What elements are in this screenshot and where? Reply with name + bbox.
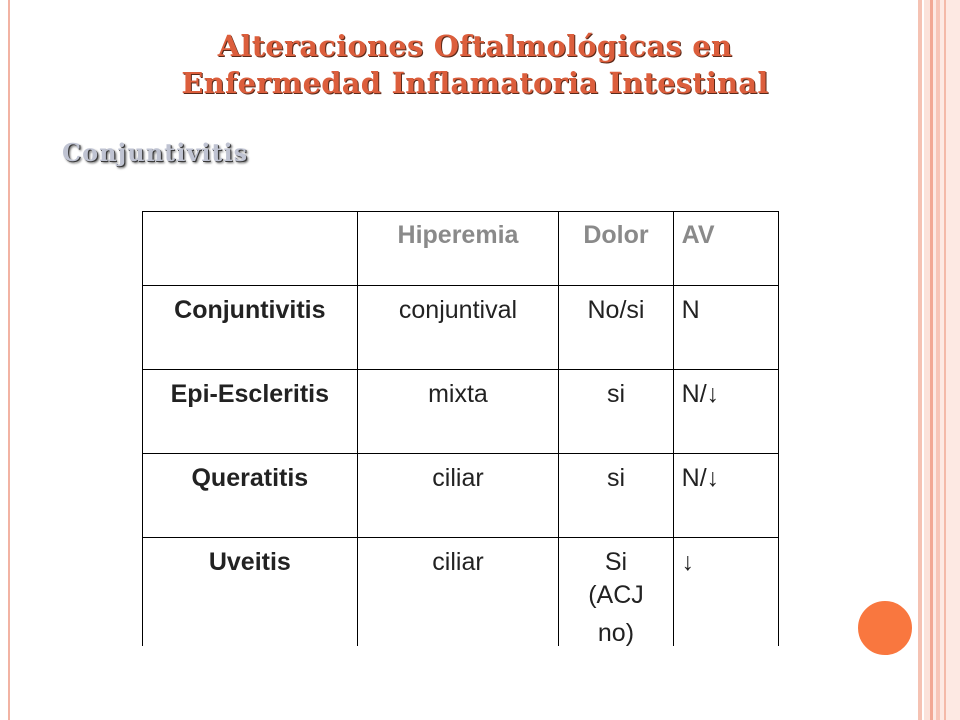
cell-hiperemia: mixta: [357, 370, 559, 454]
cell-hiperemia: conjuntival: [357, 286, 559, 370]
cell-av: N/↓: [673, 454, 778, 538]
decorative-circle: [856, 599, 914, 657]
dolor-line: (ACJ: [588, 581, 644, 609]
header-dolor: Dolor: [559, 212, 673, 286]
cell-hiperemia: ciliar: [357, 454, 559, 538]
right-stripe: [944, 0, 946, 720]
right-stripe: [936, 0, 940, 720]
header-hiperemia: Hiperemia: [357, 212, 559, 286]
cell-dolor: si: [559, 370, 673, 454]
table-row: [143, 370, 779, 454]
dolor-line: Si: [604, 548, 628, 576]
slide-title: [60, 28, 890, 102]
row-label: Queratitis: [143, 454, 358, 538]
row-label: Conjuntivitis: [143, 286, 358, 370]
dolor-multiline: [559, 538, 672, 646]
row-label: Uveitis: [143, 538, 358, 647]
table-header-row: [143, 212, 779, 286]
table-row: [143, 286, 779, 370]
right-stripe: [930, 0, 933, 720]
comparison-table: [142, 211, 779, 646]
table-row: [143, 454, 779, 538]
header-empty-cell: [143, 212, 358, 286]
comparison-table-container: [142, 211, 779, 646]
right-stripe: [918, 0, 922, 720]
cell-av: N: [673, 286, 778, 370]
slide-title-line1: Alteraciones Oftalmológicas en: [217, 29, 733, 63]
left-border-line: [8, 0, 10, 720]
table-row: [143, 538, 779, 647]
slide-subtitle: Conjuntivitis: [62, 138, 249, 167]
dolor-line: no): [597, 619, 635, 646]
header-av: AV: [673, 212, 778, 286]
cell-av: ↓: [673, 538, 778, 647]
cell-dolor: No/si: [559, 286, 673, 370]
cell-av: N/↓: [673, 370, 778, 454]
row-label: Epi-Escleritis: [143, 370, 358, 454]
cell-hiperemia: ciliar: [357, 538, 559, 647]
slide-title-line2: Enfermedad Inflamatoria Intestinal: [181, 66, 769, 100]
cell-dolor: si: [559, 454, 673, 538]
cell-dolor: [559, 538, 673, 647]
